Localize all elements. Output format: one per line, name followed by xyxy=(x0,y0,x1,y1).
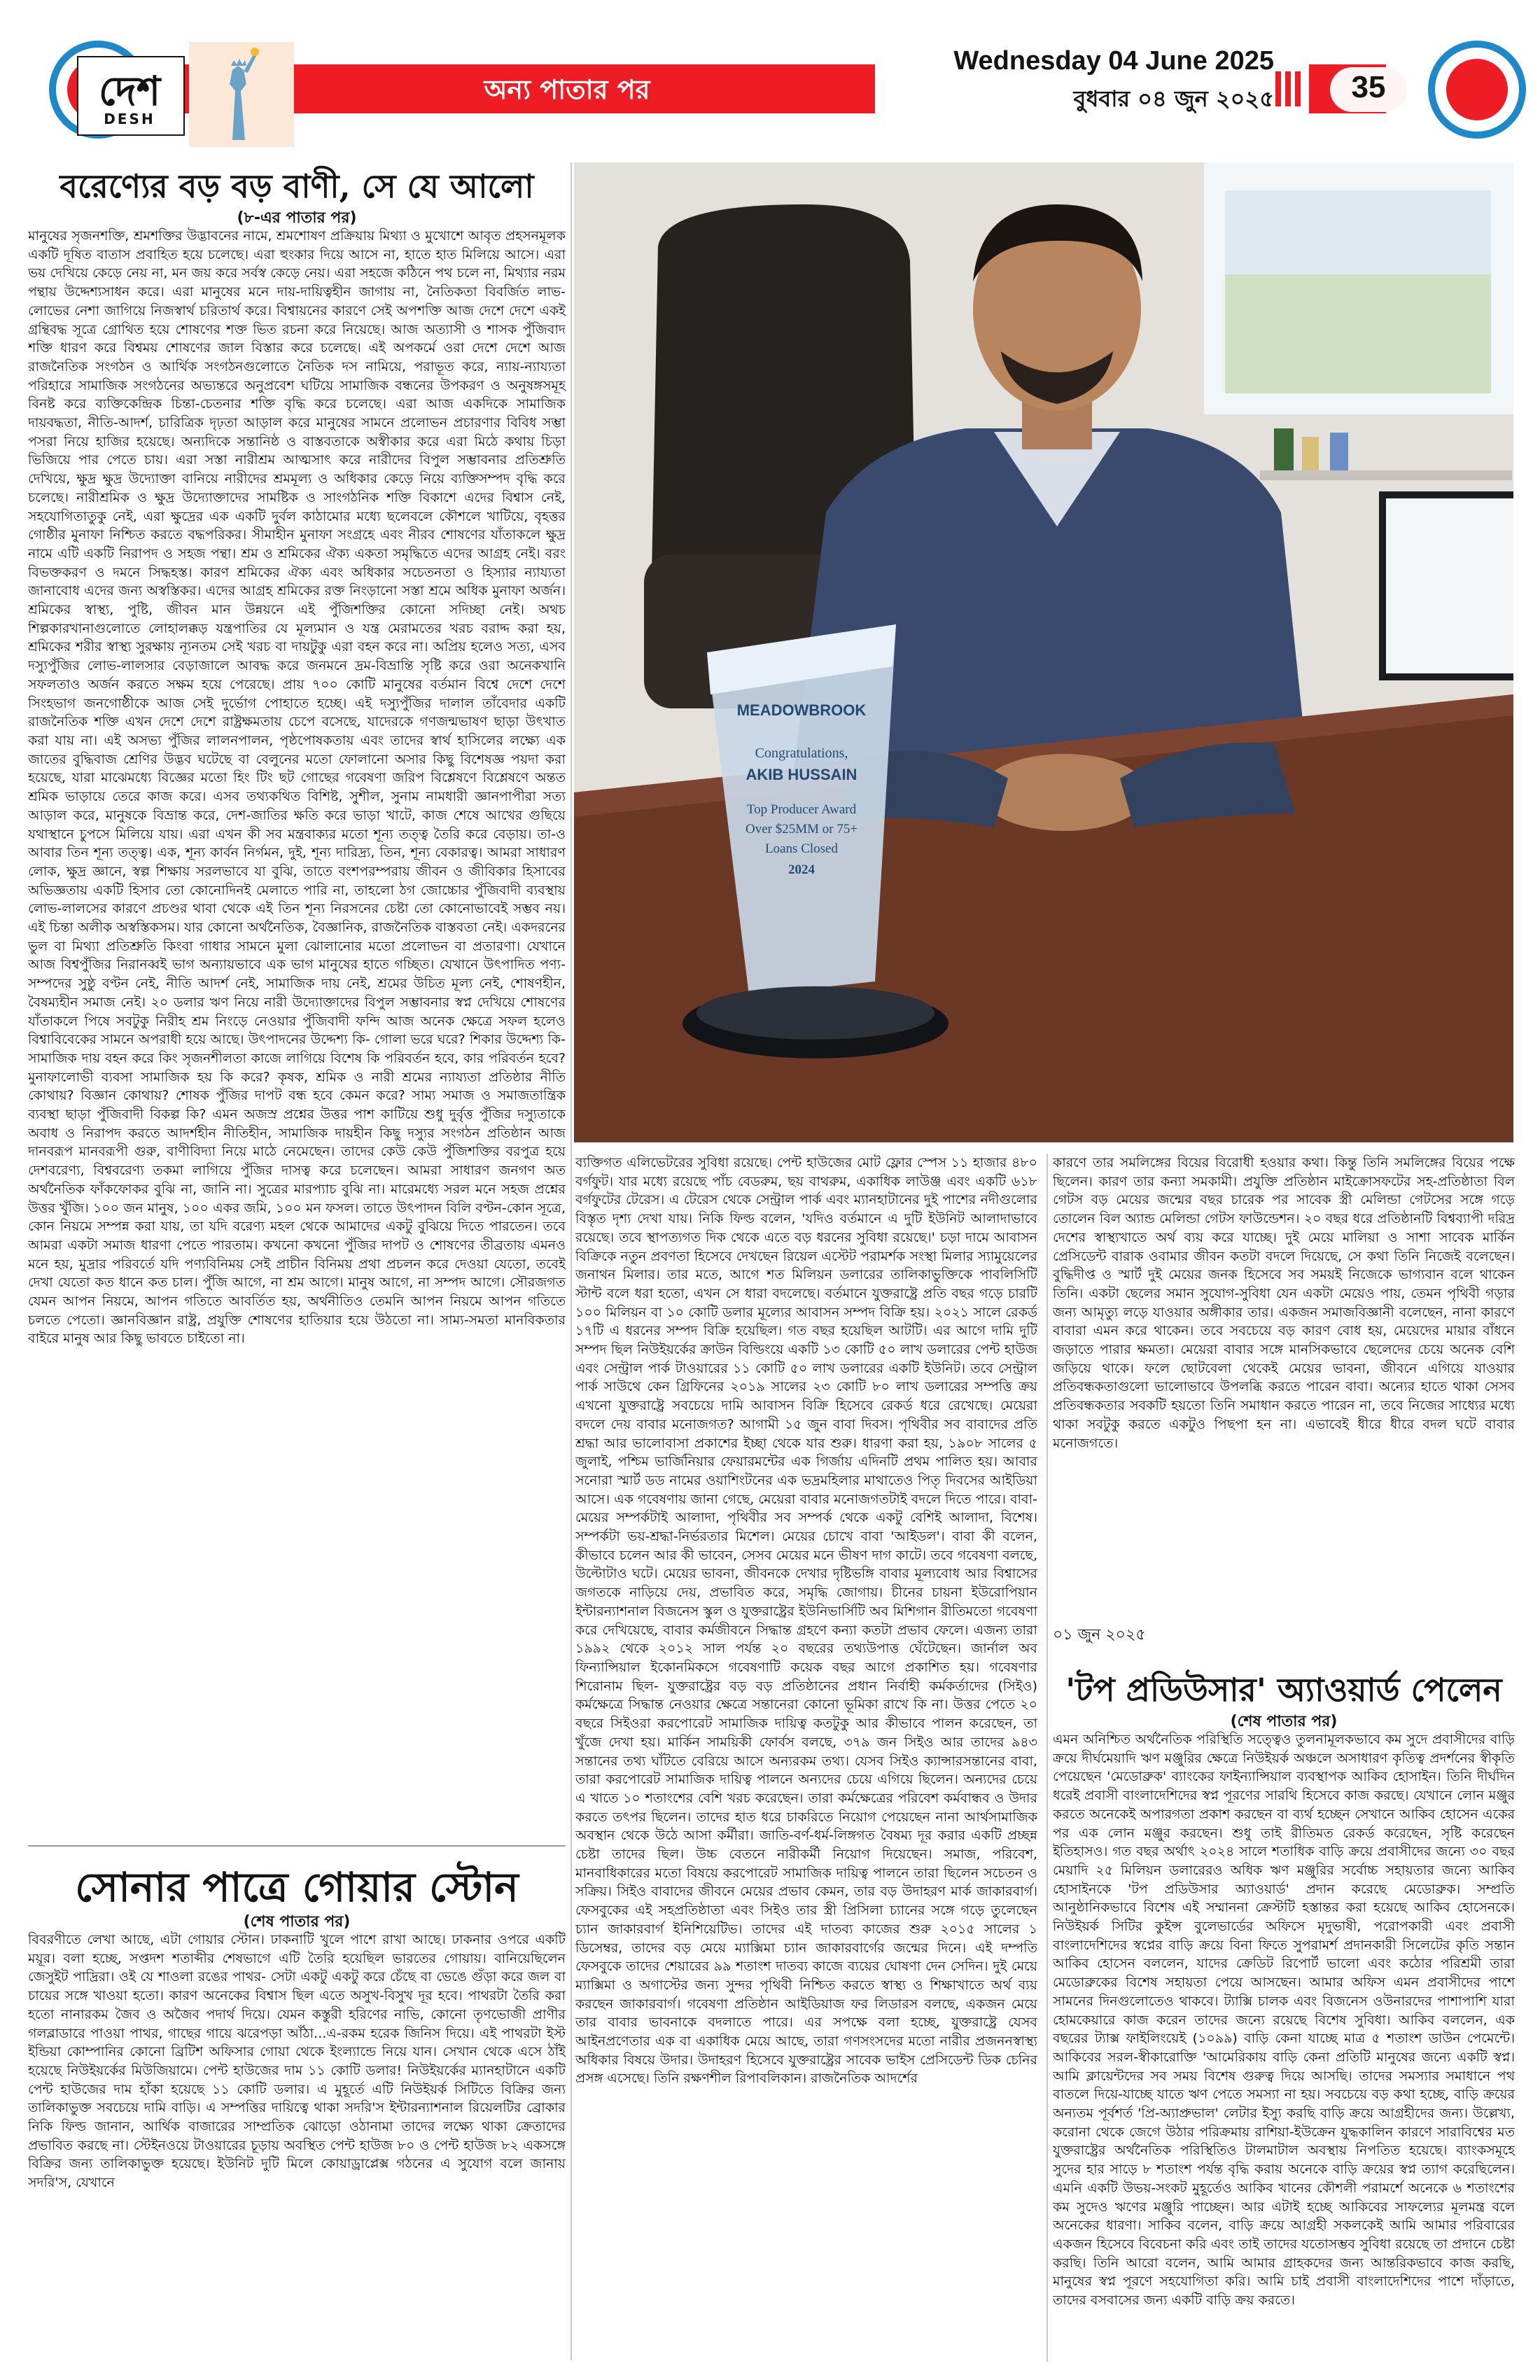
logo-text: দেশ xyxy=(98,67,161,115)
article1-body: মানুষের সৃজনশক্তি, শ্রমশক্তির উদ্ভাবনের নামে, শ্রমশোষণ প্রক্রিয়ায় মিথ্যা ও মুখোশে আবৃত প্রহসনমূলক একটি দূষিত বাতাস প্রবাহিত হয়ে চলেছে। এরা হুংকার দিয়ে আসে না, হাতে হাত মিলিয়ে আসে। এরা ভয় দেখিয়ে কেড়ে নেয় না, মন জয় করে সর্বস্ব কেড়ে নেয়। এরা সহজে কঠিনে পথ চলে না, মিথ্যার নরম পন্থায় উদ্দেশ্যসাধন করে। এরা মানুষের মনে দায়-দায়িত্বহীন জাগায় না, নৈতিকতা বিবর্জিত লাভ-লোভের নেশা জাগিয়ে নিজস্বার্থ চরিতার্থ করে। বিশ্বায়নের কারণে সেই অপশক্তি আজ দেশে দেশে একই গ্রন্থিবদ্ধ সূত্রে গ্রোথিত হয়ে শোষণের শক্ত ভিত রচনা করে নিয়েছে। আজ অত্যাসী ও শাসক পুঁজিবাদ শক্তি ধারণ করে বিশ্বময় শোষণের জাল বিস্তার করে চলেছে। এই অপকর্মে ওরা দেশে দেশে আজ রাজনৈতিক সংগঠন ও আর্থিক সংগঠনগুলোতে নৈতিক দস নামিয়ে, পরাভূত করে, ন্যায়-ন্যায্যতা পরিহারে সামাজিক সংগঠনের অভ্যন্তরে অনুপ্রবেশ ঘটিয়ে সামাজিক বন্ধনের উপকরণ ও অনুষঙ্গসমূহ বিনষ্ট করে ব্যক্তিকেন্দ্রিক চিন্তা-চেতনার শক্তি বৃদ্ধি করে চলেছে। এরা আজ একদিকে সামাজিক দায়বদ্ধতা, নীতি-আদর্শ, চারিত্রিক দৃঢ়তা আড়াল করে মানুষের সামনে প্রলোভন প্রচারণার বিবিধ সম্ভা পসরা নিয়ে হাজির হয়েছে। অন্যদিকে সন্তানিষ্ঠ ও বাস্তবতাকে অস্বীকার করে এরা মিঠে কথায় চিড়া ভিজিয়ে পার পেতে চায়। এরা সস্তা নারীশ্রম আত্মসাৎ করে নারীদের বিপুল সম্ভাবনার প্রতিশ্রুতি দেখিয়ে, ক্ষুদ্র ক্ষুদ্র উদ্যোক্তা বানিয়ে নারীদের শ্রমমূল্য ও অধিকার কেড়ে নিয়ে ব্যক্তিসম্পদ বৃদ্ধি করে চলেছে। নারীশ্রমিক ও ক্ষুদ্র উদ্যোক্তাদের সামষ্টিক ও সাংগঠনিক শক্তি বিকাশে এদের বিশ্বাস নেই, সহযোগিতাতুকু নেই, এরা ক্ষুদ্রের এক একটি দুর্বল কাঠামোর মধ্যে ছলেবলে কৌশলে খাটিয়ে, বৃহত্তর গোষ্ঠীর মুনাফা নিশ্চিত করতে বদ্ধপরিকর। সীমাহীন মুনাফা সংগ্রহে এবং নীরব শোষণের যাঁতাকলে ক্ষুদ্র নামে এটি একটি নিরাপদ ও সহজ পন্থা। শ্রম ও শ্রমিকের ঐক্য একতা সমৃদ্ধিতে এদের আগ্রহ নেই। বরং বিভক্তকরণ ও দমনে সিদ্ধহস্ত। কারণ শ্রমিকের ঐক্য এবং অধিকার সচেতনতা ও হিস্যার ন্যায্যতা জানাবোধ এদের জন্য অস্বস্তিকর। এদের আগ্রহ শ্রমিকের রক্ত নিংড়ানো সস্তা শ্রমে অধিক মুনাফা অর্জন। শ্রমিকের স্বাস্থ্য, পুষ্টি, জীবন মান উন্নয়নে এই পুঁজিশক্তির কোনো সদিচ্ছা নেই। অথচ শিল্পকারখানাগুলোতে লোহালক্কড় যন্ত্রপাতির যে মূল্যমান ও যন্ত্র মেরামতের খরচ বরাদ্দ করা হয়, শ্রমিকের শরীর স্বাস্থ্য সুরক্ষায় ন্যূনতম সেই খরচ বা দায়টুকু এরা বহন করে না। অপ্রিয় হলেও সত্য, এসব দস্যুপুঁজির লোভ-লালসার বেড়াজালে আবদ্ধ করে জনমনে দ্রম-বিভ্রান্তি সৃষ্টি করে ওরা অনেকখানি সফলতাও অর্জন করতে সক্ষম হয়ে পেরেছে। প্রায় ৭০০ কোটি মানুষের বর্তমান বিশ্বে দেশে দেশে সিংহভাগ জনগোষ্ঠীকে আজ সেই দুর্ভোগ পোহাতে হচ্ছে। এই দস্যুপুঁজির দালাল তাঁবেদার একটি রাজনৈতিক শক্তি এখন দেশে দেশে রাষ্ট্রক্ষমতায় চেপে বসেছে, যাদেরকে গণজন্মভাষণ ছাড়া উৎখাত করা যায় না। এই অসভ্য পুঁজির লালনপালন, পৃষ্ঠপোষকতায় এবং তাদের স্বার্থ হাসিলের লক্ষ্যে এক জাতের বুদ্ধিবাজ শ্রেণির উদ্ভব ঘটেছে বা বেলুনের মতো ফোলানো অসার কিছু বিশেষজ্ঞ পয়দা করা হয়েছে, যারা মাঝেমধ্যে বিজ্ঞের মতো হিং টিং ছট গোছের গবেষণা জরিপ বিশ্লেষণে বিশ্লেষণে অন্তত শ্রমিক ভাড়ায়ে তেরে কাজ করে। এসব তথ্যকথিত বিশিষ্ট, সুশীল, সুনাম নামধারী জ্ঞানপাপীরা সত্য আড়াল করে, মানুষকে বিভ্রান্ত করে, দেশ-জাতির ক্ষতি করে ভাড়া খাটে, কাজ শেষে আখের গুছিয়ে যথাস্থানে চুপসে মিলিয়ে যায়। এরা এখন কী সব মন্ত্রবাক্যর মতো শূন্য তত্ত্ব তৈরি করে বেড়ায়। তা-ও আবার তিন শূন্য তত্ত্ব। এক, শূন্য কার্বন নির্গমন, দুই, শূন্য দারিদ্র্য, তিন, শূন্য বেকারত্ব। আমরা সাধারণ লোক, ক্ষুদ্র জ্ঞানে, স্বল্প শিক্ষায় সরলভাবে যা বুঝি, তাতে বংশপরম্পরায় জীবন ও জীবিকার হিসাবের অভিজ্ঞতায় একটি হিসাব তো কোনোদিনই মেলাতে পারি না, তাহলো ঠগ জোচ্চোর পুঁজিবাদী ব্যবস্থায় লোভ-লালসের কারণে প্রচণ্ডর থাবা থেকে এই তিন শূন্য নিরসনের চেষ্টা তো কোনোভাবেই সম্ভব নয়। এই চিন্তা অলীক অস্বস্তিকসম। যার কোনো অর্থনৈতিক, বৈজ্ঞানিক, রাজনৈতিক বাস্তবতা নেই। একদরনের ভুল বা মিথ্যা প্রতিশ্রুতি কিংবা গাধার সামনে মুলা ঝোলানোর মতো প্রলোভন বা প্রতারণা। যেখানে আজ বিশ্বপুঁজির নিরানব্বই ভাগ অন্যায়ভাবে এক ভাগ মানুষের হাতে গচ্ছিত। যেখানে উৎপাদিত পণ্য-সম্পদের সুষ্ঠু বণ্টন নেই, নীতি আদর্শ নেই, সামাজিক দায় নেই, শ্রমের উচিত মূল্য নেই, শোষণহীন, বৈষম্যহীন সমাজ নেই। ২০ ডলার ঋণ নিয়ে নারী উদ্যোক্তাদের বিপুল সম্ভাবনার স্বপ্ন দেখিয়ে শোষণের যাঁতাকলে পিষে সবটুকু নিরীহ শ্রম নিংড়ে নেওয়ার পুঁজিবাদী ফন্দি আজ অনেক ক্ষেত্রে সফল হলেও বিশ্বাবিবেকের সামনে অপরাধী হয়ে আছে। উৎপাদনের উদ্দেশ্য কি- গোলা ভরে ঘরে? শিকার উদ্দেশ্য কি- সামাজিক দায় বহন করে কিং সৃজনশীলতা কাজে লাগিয়ে বিশেষ কি পরিবর্তন হবে, কার পরিবর্তন হবে? মুনাফালোভী ব্যবসা সামাজিক হয় কি করে? কৃষক, শ্রমিক ও নারী শ্রমের ন্যায্যতা প্রতিষ্ঠার নীতি কোথায়? বিজ্ঞান কোথায়? শোষক পুঁজির দাপট বন্ধ হবে কেমন করে? সাম্য সমাজ ও সমাজতান্ত্রিক ব্যবস্থা ছাড়া পুঁজিবাদী বিকল্প কি? এমন অজস্র প্রশ্নের উত্তর পাশ কাটিয়ে শুধু দুর্বৃত্ত পুঁজির দস্যুতাকে অবাধ ও নিরাপদ করতে আদর্শহীন নীতিহীন, সামাজিক দায়হীন কিছু দস্যুর সংগঠন প্রতিষ্ঠান আজ দানবরূপ মানবরূপী গুরু, বাণীবিদ্যা নিয়ে মাঠে নেমেছেন। তাদের কেউ কেউ পুঁজিশক্তির বরপুত্র হয়ে দেশবরেণ্য, বিশ্ববরেণ্য তকমা লাগিয়ে পুঁজির দাসত্ব করে চলেছেন। আমরা সাধারণ জনগণ অত অর্থনৈতিক ফাঁকফোকর বুঝি না, জানি না। সুত্রের মারপ্যাচ বুঝি না। মারেমধ্যে সরল মনে সহজ প্রশ্নের উত্তর খুঁজি। ১০০ জন মানুষ, ১০০ একর জমি, ১০০ মন ফসল। তাতে উৎপাদন বিলি বণ্টন-কোন সূত্রে, কোন নিয়মে সম্পন্ন করা যায়, তা যদি বরেণ্য মহল থেকে আমাদের একটু বুঝিয়ে দিতে পারতেন। তবে আমরা একটা সমাজ ধারণা পেতে পারতাম। কখনো কখনো পুঁজির দাপট ও শোষণের তীব্রতায় এমনও মনে হয়, মুদ্রার পরিবর্তে যদি পণ্যবিনিময় সেই প্রাচীন বিনিময় প্রথা প্রচলন করে দেওয়া যেতো, তবেই দেখা যেতো কত ধানে কত চাল। পুঁজি আগে, না শ্রম আগে। মানুষ আগে, না সম্পদ আগে। সৌরজগত যেমন আপন নিয়মে, আপন গতিতে আবর্তিত হয়, অর্থনীতিও তেমনি আপন নিয়মে আপন গতিতে চলতে পেতো। জ্ঞানবিজ্ঞান রাষ্ট্র, প্রযুক্তি শোষণের হাতিয়ার হয়ে উঠতো না। সাম্য-সমতা মানবিকতার বাইরে মানুষ আর কিছু ভাবতে চাইতো না। xyxy=(28,228,566,1347)
logo-sub: DESH xyxy=(104,111,155,127)
award-text-4: Loans Closed xyxy=(765,841,838,856)
article3-continued: (শেষ পাতার পর) xyxy=(1230,1713,1338,1730)
article3-body: এমন অনিশ্চিত অর্থনৈতিক পরিস্থিতি সত্ত্বেও তুলনামূলকভাবে কম সুদে প্রবাসীদের বাড়ি ক্রয়ে দীর্ঘমেয়াদি ঋণ মঞ্জুরির ক্ষেত্রে নিউইয়র্ক অঞ্চলে অসাধারণ কৃতিত্ব প্রদর্শনের স্বীকৃতি পেয়েছেন 'মেডোব্রুক' ব্যাংকের ফাইন্যান্সিয়াল ব্যবস্থাপক আকিব হোসাইন। তিনি দীর্ঘদিন ধরেই প্রবাসী বাংলাদেশিদের স্বপ্ন পূরণের সারথি হিসেবে কাজ করছে। যেখানে লোন মঞ্জুর করতে অনেকেই অপারগতা প্রকাশ করছেন বা ব্যর্থ হচ্ছেন সেখানে আকিব হোসেন একের পর এক লোন মঞ্জুর করছেন। শুধু তাই রীতিমত রেকর্ড করেছেন, সৃষ্টি করেছেন ইতিহাসও। গত বছর অর্থাৎ ২০২৪ সালে শতাধিক বাড়ি ক্রয়ে প্রবাসীদের জন্যে ৩০ বছর মেয়াদি ২৫ মিলিয়ন ডলারেরও অধিক ঋণ মঞ্জুরির সর্বোচ্চ সহায়তার জন্যে আকিব হোসাইনকে 'টপ প্রডিউসার অ্যাওয়ার্ড' প্রদান করেছে মেডোব্রুক। সম্প্রতি আনুষ্ঠানিকভাবে বিশেষ এই সম্মাননা ক্রেস্টটি হস্তান্তর করা হয়েছে আকিব হোসেনকে। নিউইয়র্ক সিটির কুইন্স বুলেভার্ডের অফিসে মৃদুভাষী, পরোপকারী এবং প্রবাসী বাংলাদেশিদের স্বপ্নের বাড়ি ক্রয়ে বিনা ফিতে সুপরামর্শ প্রদানকারী সিলেটের কৃতি সন্তান আকিব হোসেন বললেন, যাদের ক্রেডিট রিপোর্ট ভালো এবং কঠোর পরিশ্রমী তারা মেডোব্রুকের বিশেষ সহায়তা পেয়ে আসছেন। আমার অফিস এমন প্রবাসীদের পাশে সামনের দিনগুলোতেও থাকবে। ট্যাক্সি চালক এবং বিজনেস ওউনারদের পাশাপাশি যারা হোমকেয়ারে কাজ করেন তাদের জন্যে রয়েছে বিশেষ সুবিধা। আকিব বললেন, এক বছরের ট্যাক্স ফাইলিংয়েই (১০৯৯) বাড়ি কেনা যাচ্ছে মাত্র ৫ শতাংশ ডাউন পেমেন্টে। আকিবের সরল-স্বীকারোক্তি 'আমেরিকায় বাড়ি কেনা প্রতিটি মানুষের জন্যে একটি স্বপ্ন। আমি ক্লায়েন্টদের সব সময় বিশেষ গুরুত্ব দিয়ে আসছি। তাদের সমস্যার সমাধানে পথ বাতলে দিয়ে-যাচ্ছে যাতে ঋণ পেতে সমস্যা না হয়। সবচেয়ে বড় কথা হচ্ছে, বাড়ি ক্রয়ের অন্যতম পূর্বশর্ত 'প্রি-অ্যাপ্রুভাল' লেটার ইস্যু করছি বাড়ি ক্রয়ে আগ্রহীদের জন্য। উল্লেখ্য, করোনা থেকে জেগে উঠার পরিক্রমায় রাশিয়া-ইউক্রেন যুদ্ধকালিন কারণে সারাবিশ্বের মত যুক্তরাষ্ট্রের অর্থনৈতিক পরিস্থিতিও টালমাটাল অবস্থায় নিপতিত হয়েছে। ব্যাংকসমূহে সুদের হার সাড়ে ৮ শতাংশ পর্যন্ত বৃদ্ধি করায় অনেকে বাড়ি ক্রয়ের স্বপ্ন ত্যাগ করেছিলেন। এমনি একটি উভয়-সংকট মুহূর্তেও আকিব খানের কৌশলী পরামর্শে অনেকে ৬ শতাংশের কম সুদেও ঋণের মঞ্জুরি পাচ্ছেন। আর এটাই হচ্ছে আকিবের সাফল্যের মূলমন্ত্র বলে অনেকের ধারণা। সাকিব বলেন, বাড়ি ক্রয়ে আগ্রহী সকলকেই আমি আমার পরিবারের একজন হিসেবে বিবেচনা করি এবং তাই তাদের যতোসম্ভব সুবিধা রয়েছে তা প্রদানে চেষ্টা করছি। তিনি আরো বলেন, আমি আমার গ্রাহকদের জন্য আন্তরিকভাবে কাজ করছি, মানুষের স্বপ্ন পূরণে সহযোগিতা করি। আমি চাই প্রবাসী বাংলাদেশিদের পাশে দাঁড়াতে, তাদের বসবাসের জন্য একটি বাড়ি ক্রয় করতে। xyxy=(1053,1732,1515,2309)
article2-continued: (শেষ পাতার পর) xyxy=(243,1913,351,1931)
award-brand: MEADOWBROOK xyxy=(736,701,867,719)
article2-col2-body: ব্যক্তিগত এলিভেটরের সুবিধা রয়েছে। পেন্ট হাউজের মোট ফ্লোর স্পেস ১১ হাজার ৪৮০ বর্গফুট। যার মধ্যে রয়েছে পাঁচ বেডরুম, ছয় বাথরুম, একাধিক লাউঞ্জ এবং একটি ৬১৮ বর্গফুটের টেরেস। এ টেরেস থেকে সেন্ট্রাল পার্ক এবং ম্যানহাটানের দুই পাশের নদীগুলোর বিস্তৃত দৃশ্য দেখা যায়। নিকি ফিল্ড বলেন, 'যদিও বর্তমানে এ দুটি ইউনিট আলাদাভাবে রয়েছে। তবে স্থাপত্যগত দিক থেকে এতে বড় ধরনের সুবিধা রয়েছে।' চড়া দামে আবাসন বিক্রিকে নতুন প্রবণতা হিসেবে দেখছেন রিয়েল এস্টেট পরামর্শক সংস্থা মিলার স্যামুয়েলের জনাথন মিলার। তার মতে, আগে শত মিলিয়ন ডলারের তালিকাভুক্তিকে পাবলিসিটি স্টান্ট বলে ধরা হতো, এখন সে ধারা বদলেছে। বর্তমানে যুক্তরাষ্ট্রে প্রতি বছর গড়ে চারটি ১০০ মিলিয়ন বা ১০ কোটি ডলার মূল্যের আবাসন সম্পদ বিক্রি হয়। ২০২১ সালে রেকর্ড ১৭টি এ ধরনের সম্পদ বিক্রি হয়েছিল। গত বছর হয়েছিল আটটি। এর আগে দামি দুটি সম্পদ ছিল নিউইয়র্কের ক্রাউন বিল্ডিংয়ে একটি ১৩ কোটি ৫০ লাখ ডলারের পেন্ট হাউজ এবং সেন্ট্রাল পার্ক টাওয়ারের ১১ কোটি ৫০ লাখ ডলারের একটি ইউনিট। তবে সেন্ট্রাল পার্ক সাউথে কেন গ্রিফিনের ২০১৯ সালের ২৩ কোটি ৮০ লাখ ডলারের সম্পত্তি ক্রয় এখনো যুক্তরাষ্ট্রে সবচেয়ে দামি আবাসন বিক্রি হিসেবে রেকর্ড ধরে রেখেছে। মেয়েরা বদলে দেয় বাবার মনোজগত? আগামী ১৫ জুন বাবা দিবস। পৃথিবীর সব বাবাদের প্রতি শ্রদ্ধা আর ভালোবাসা প্রকাশের ইচ্ছা থেকে যার শুরু। ধারণা করা হয়, ১৯০৮ সালের ৫ জুলাই, পশ্চিম ভার্জিনিয়ার ফেয়ারমন্টের এক গির্জায় এদিনটি প্রথম পালিত হয়। আবার সনোরা স্মার্ট ডড নামের ওয়াশিংটনের এক ভদ্রমহিলার মাথাতেও পিতৃ দিবসের আইডিয়া আসে। এক গবেষণায় জানা গেছে, মেয়েরা বাবার মনোজগতটাই বদলে দিতে পারে। বাবা-মেয়ের সম্পর্কটাই আলাদা, পৃথিবীর সব সম্পর্ক থেকে একটু বেশিই আলাদা, বিশেষ। সম্পর্কটা ভয়-শ্রদ্ধা-নির্ভরতার মিশেল। মেয়ের চোখে বাবা 'আইডল'। বাবা কী বলেন, কীভাবে চলেন আর কী ভাবেন, সেসব মেয়ের মনে ভীষণ দাগ কাটে। তবে গবেষণা বলছে, উল্টোটাও ঘটে। মেয়ের ভাবনা, জীবনকে দেখার দৃষ্টিভঙ্গি বাবার মূল্যবোধ আর বিশ্বাসের জগতকে নাড়িয়ে দেয়, প্রভাবিত করে, সমৃদ্ধি জোগায়। চীনের চায়না ইউরোপিয়ান ইন্টারন্যাশনাল বিজনেস স্কুল ও যুক্তরাষ্ট্রের ইউনিভার্সিটি অব মিশিগান রীতিমতো গবেষণা করে দেখিয়েছে, বাবার কর্মজীবনে সিদ্ধান্ত গ্রহণে কন্যা কতটা প্রভাব ফেলে। এজন্য তারা ১৯৯২ থেকে ২০১২ সাল পর্যন্ত ২০ বছরের তথ্যউপাত্ত ঘেঁটেছেন। জার্নাল অব ফিন্যান্সিয়াল ইকোনমিকসে গবেষণাটি কয়েক বছর আগে প্রকাশিত হয়। গবেষণার শিরোনাম ছিল- যুক্তরাষ্ট্রের বড় বড় প্রতিষ্ঠানের প্রধান নির্বাহী কর্মকর্তাদের (সিইও) কর্মক্ষেত্রে সিদ্ধান্ত নেওয়ার ক্ষেত্রে সন্তানেরা কোনো ভূমিকা রাখে কি না। উত্তর পেতে ২০ বছরে সিইওরা করপোরেট সামাজিক দায়িত্ব কতটুকু আর কীভাবে পালন করেছেন, তা খুঁজে দেখা হয়। মার্কিন সাময়িকী ফোর্বস বলছে, ৩৭৯ জন সিইও আর তাদের ৯৪৩ সন্তানের তথ্য ঘাঁটতে বেরিয়ে আসে অন্যরকম তথ্য। যেসব সিইও ক্যান্সারসন্তানের বাবা, তারা করপোরেট সামাজিক দায়িত্ব পালনে অন্যদের চেয়ে এগিয়ে ছিলেন। অন্যদের চেয়ে এ খাতে ১০ শতাংশের বেশি খরচ করেছেন। তারা কর্মক্ষেত্রের পরিবেশ কর্মবান্ধব ও উদার করতে তৎপর ছিলেন। তাদের হাত ধরে চাকরিতে নিয়োগ পেয়েছেন নানা আর্থসামাজিক অবস্থান থেকে উঠে আসা কর্মীরা। জাতি-বর্ণ-ধর্ম-লিঙ্গগত বৈষম্য দূর করার একটি প্রচ্ছন্ন চেষ্টা তাদের ছিল। উচ্চ বেতনে নারীকর্মী নিয়োগ দিয়েছেন। সমাজ, পরিবেশ, মানবাধিকারের মতো বিষয়ে করপোরেট সামাজিক দায়িত্ব পালনে তারা ছিলেন সচেতন ও সক্রিয়। সিইও বাবাদের জীবনে মেয়ের প্রভাব কেমন, তার বড় উদাহরণ মার্ক জাকারবার্গ। ফেসবুকের এই সহপ্রতিষ্ঠাতা এবং সিইও তার স্ত্রী প্রিসিলা চ্যানের সঙ্গে গড়ে তুলেছেন চ্যান জাকারবার্গ ইনিশিয়েটিভ। তাদের এই দাতব্য কাজের শুরু ২০১৫ সালের ১ ডিসেম্বর, তাদের বড় মেয়ে ম্যাক্সিমা চ্যান জাকারবার্গের জন্মের দিনে। এই দম্পতি ফেসবুকে তাদের শেয়ারের ৯৯ শতাংশ দাতব্য কাজে ব্যয়ের ঘোষণা দেন সেদিন। দুই মেয়ে ম্যাক্সিমা ও অগাস্টের জন্য সুন্দর পৃথিবী নিশ্চিত করতে স্বাস্থ্য ও শিক্ষাখাতে অর্থ ব্যয় করছেন জাকারবার্গ। গবেষণা প্রতিষ্ঠান আইডিয়াজ ফর লিডারস বলছে, একজন মেয়ে তার বাবার ভাবনাকে বদলাতে পারে। এর সপক্ষে বলা হচ্ছে, যুক্তরাষ্ট্রে যেসব আইনপ্রণেতার এক বা একাধিক মেয়ে আছে, তারা গণসংসদের মতো নারীর প্রজননস্বাস্থ্য অধিকার বিষয়ে উদার। উদাহরণ হিসেবে যুক্তরাষ্ট্রের সাবেক ভাইস প্রেসিডেন্ট ডিক চেনির প্রসঙ্গ এসেছে। তিনি রক্ষণশীল রিপাবলিকান। রাজনৈতিক আদর্শের xyxy=(575,1155,1037,2087)
article2-headline: সোনার পাত্রে গোয়ার স্টোন xyxy=(75,1863,519,1911)
article-separator xyxy=(28,1845,566,1847)
award-photo xyxy=(574,162,1513,1142)
page-header xyxy=(0,0,1540,147)
award-text-1: Congratulations, xyxy=(755,746,848,761)
award-text-3: Over $25MM or 75+ xyxy=(745,822,858,836)
award-year: 2024 xyxy=(788,862,815,877)
date-english: Wednesday 04 June 2025 xyxy=(953,46,1274,76)
article2-col3-body: কারণে তার সমলিঙ্গের বিয়ের বিরোধী হওয়ার কথা। কিন্তু তিনি সমলিঙ্গের বিয়ের পক্ষে ছিলেন। কারণ তার কন্যা সমকামী। প্রযুক্তি প্রতিষ্ঠান মাইক্রোসফটের সহ-প্রতিষ্ঠাতা বিল গেটস বড় মেয়ের জন্মের বছর চারেক পর সাবেক স্ত্রী মেলিন্ডা গেটসের সঙ্গে গড়ে তোলেন বিল অ্যান্ড মেলিন্ডা গেটস ফাউন্ডেশন। ২০ বছর ধরে প্রতিষ্ঠানটি বিশ্বব্যাপী দরিদ্র দেশের স্বাস্থ্যখাতে অর্থ ব্যয় করে যাচ্ছে। দুই মেয়ে মালিয়া ও সাশা সাবেক মার্কিন প্রেসিডেন্ট বারাক ওবামার জীবন কতটা বদলে দিয়েছে, সে কথা তিনি নিজেই বলেছেন। বুদ্ধিদীপ্ত ও স্মার্ট দুই মেয়ের জনক হিসেবে সব সময়ই নিজেকে ভাগ্যবান বলে থাকেন তিনি। একটা ছেলের সমান সুযোগ-সুবিধা যেন একটা মেয়েও পায়, তেমন পৃথিবী গড়ার জন্য আমৃত্যু লড়ে যাওয়ার অঙ্গীকার তার। একজন সমাজবিজ্ঞানী বলেছেন, নানা কারণে বাবারা এমন করে থাকেন। তবে সবচেয়ে বড় কারণ বোধ হয়, মেয়েদের মায়ার বাঁধনে জড়াতে পারার ক্ষমতা। মেয়েরা বাবার সঙ্গে মানসিকভাবে ছেলেদের চেয়ে অনেক বেশি জড়িয়ে থাকে। ফলে ছোটবেলা থেকেই মেয়ের ভাবনা, জীবনে এগিয়ে যাওয়ার প্রতিবন্ধকতাগুলো ভালোভাবে উপলব্ধি করতে পারেন বাবা। অন্যের হাতে থাকা সেসব প্রতিবন্ধকতার সবকটি হয়তো তিনি সমাধান করতে পারেন না, তবে নিজের সাধ্যের মধ্যে থাকা সবটুকু করতে একটুও পিছপা হন না। এভাবেই ধীরে ধীরে বদল ঘটে বাবার মনোজগতে। xyxy=(1053,1155,1515,1451)
award-text-2: Top Producer Award xyxy=(746,802,857,817)
article2-body: বিবরণীতে লেখা আছে, এটা গোয়ার স্টোন। ঢাকনাটি খুলে পাশে রাখা আছে। ঢাকনার ওপরে একটি ময়ূর। বলা হচ্ছে, সপ্তদশ শতাব্দীর শেষভাগে এটি তৈরি হয়েছিল ভারতের গোয়ায়। বানিয়েছিলেন জেসুইট পাদ্রিরা। ওই যে শাওলা রঙের পাথর- সেটা একটু একটু করে চেঁছে বা ভেঙে গুঁড়া করে জল বা চায়ের সঙ্গে খাওয়া হতো। কারণ অনেকের বিশ্বাস ছিল এতে অসুখ-বিসুখ দূর হবে। পাথরটা তৈরি করা হতো নানারকম জৈব ও অজৈব পদার্থ দিয়ে। যেমন কস্তুরী হরিণের নাভি, কোনো তৃণভোজী প্রাণীর গলব্লাডারে পাওয়া পাথর, গাছের গায়ে ঝরেপড়া আঁঠা...এ-রকম হরেক জিনিস দিয়ে। এই পাথরটা ইস্ট ইন্ডিয়া কোম্পানির কোনো ব্রিটিশ অফিসার গোয়া থেকে ইংল্যান্ডে নিয়ে যান। সেখান থেকে এসে ঠাঁই হয়েছে নিউইয়র্কের মিউজিয়ামে। পেন্ট হাউজের দাম ১১ কোটি ডলার! নিউইয়র্কের ম্যানহাটানে একটি পেন্ট হাউজের দাম হাঁকা হয়েছে ১১ কোটি ডলার। এ মুহূর্তে এটি নিউইয়র্ক সিটিতে বিক্রির জন্য তালিকাভুক্ত সবচেয়ে দামি বাড়ি। এ সম্পত্তির দায়িত্বে থাকা সদরি'স ইন্টারন্যাশনাল রিয়েলটির ব্রোকার নিকি ফিল্ড জানান, আর্থিক বাজারের সাম্প্রতিক ঝোড়ো ওঠানামা তাদের লক্ষ্যে থাকা ক্রেতাদের প্রভাবিত করছে না। স্টেইনওয়ে টাওয়ারের চূড়ায় অবস্থিত পেন্ট হাউজ ৮০ ও পেন্ট হাউজ ৮২ একসঙ্গে বিক্রির জন্য তালিকাভুক্ত হয়েছে। ইউনিট দুটি মিলে কোয়াড্রাপ্লেক্স গঠনের এ সুযোগ বলে জানায় সদরি'স, যেখানে xyxy=(28,1932,566,2191)
article1-headline: বরেণ্যের বড় বড় বাণী, সে যে আলো xyxy=(59,167,534,205)
article2-date: ০১ জুন ২০২৫ xyxy=(1053,1626,1146,1644)
column-divider xyxy=(570,162,572,2360)
page-number: 35 xyxy=(1351,70,1386,104)
statue-of-liberty-icon xyxy=(189,42,294,147)
header-dot-right xyxy=(1446,59,1508,120)
vertical-bars-icon xyxy=(1274,67,1302,111)
date-bangla: বুধবার ০৪ জুন ২০২৫ xyxy=(1073,85,1274,112)
article3-headline: 'টপ প্রডিউসার' অ্যাওয়ার্ড পেলেন xyxy=(1065,1671,1502,1709)
column-divider-2 xyxy=(1046,1154,1048,2362)
section-title: অন্য পাতার পর xyxy=(484,74,650,105)
article1-continued: (৮-এর পাতার পর) xyxy=(237,209,357,227)
award-photo-illustration xyxy=(574,162,1513,1142)
award-name: AKIB HUSSAIN xyxy=(746,766,858,783)
